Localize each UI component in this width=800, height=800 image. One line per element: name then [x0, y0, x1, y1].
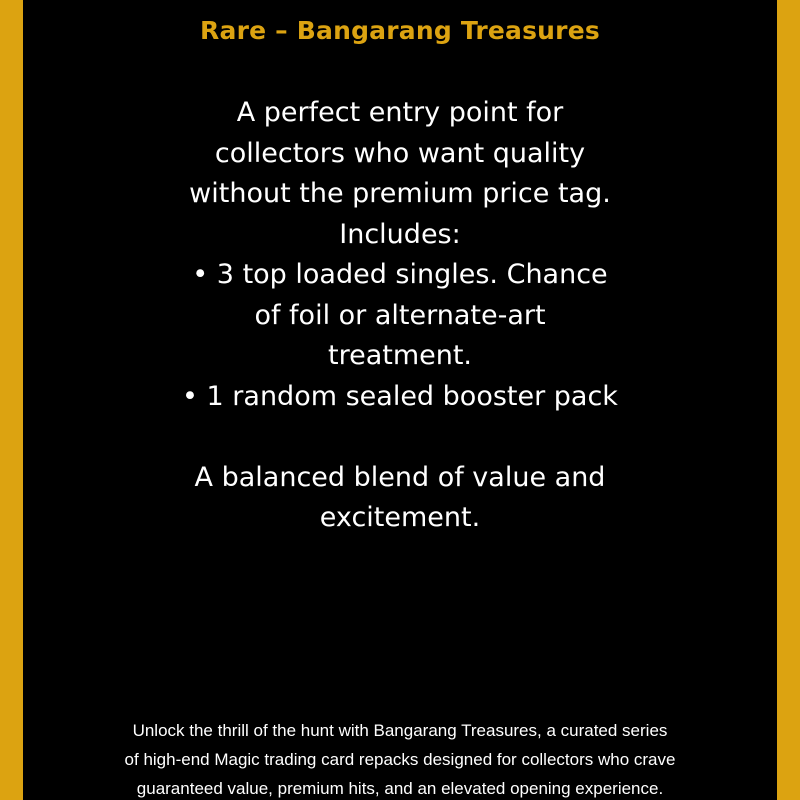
closing-line: A balanced blend of value and [194, 461, 606, 493]
footer-line: of high-end Magic trading card repacks designed for collectors who crave [124, 750, 676, 769]
includes-item: of foil or alternate-art [254, 299, 546, 331]
product-title: Rare – Bangarang Treasures [200, 16, 600, 45]
closing-line: excitement. [319, 502, 481, 533]
paragraph-spacer [23, 417, 777, 458]
description-line: collectors who want quality [214, 137, 586, 169]
includes-item: treatment. [327, 340, 473, 371]
footer-line: Unlock the thrill of the hunt with Bangarang Treasures, a curated series [132, 721, 668, 740]
footer-blurb [23, 716, 777, 800]
right-gold-border [777, 0, 800, 800]
description-line: without the premium price tag. [189, 178, 611, 209]
footer-line: guaranteed value, premium hits, and an elevated opening experience. [136, 779, 664, 798]
description-line: Includes: [339, 218, 461, 250]
product-description [23, 93, 777, 539]
includes-item: • 3 top loaded singles. Chance [192, 259, 608, 290]
left-gold-border [0, 0, 23, 800]
description-line: A perfect entry point for [236, 97, 564, 128]
includes-item: • 1 random sealed booster pack [182, 380, 618, 412]
